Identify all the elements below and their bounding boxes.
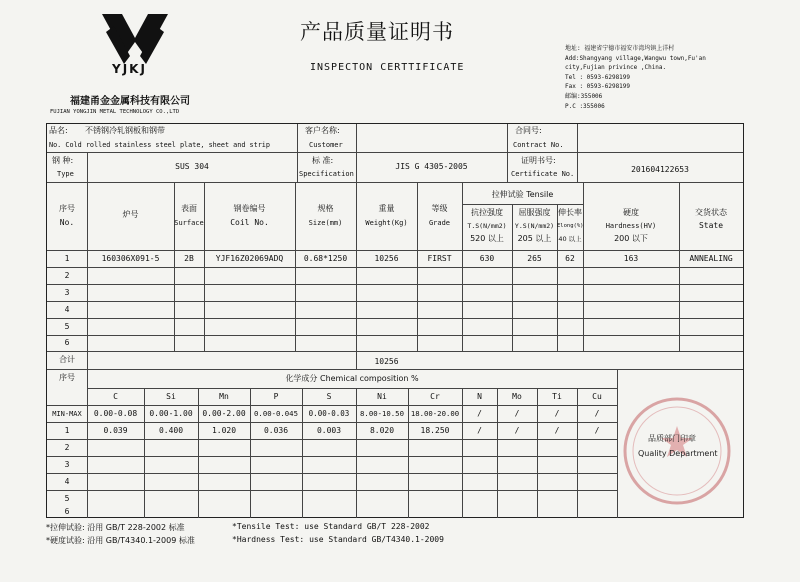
chem-el-n: N: [477, 392, 482, 401]
col-state-en: State: [698, 221, 724, 230]
minmax-ti: /: [554, 409, 560, 418]
row-size: 0.68*1250: [303, 254, 348, 263]
spec-value: JIS G 4305-2005: [395, 162, 468, 171]
minmax-c: 0.00-0.08: [93, 409, 138, 418]
address-line: 地址: 福建省宁德市福安市湾坞镇上洋村: [565, 45, 675, 52]
customer-label-en: Customer: [309, 141, 343, 149]
table-row: 5: [64, 322, 70, 331]
product-label: 品名:: [49, 126, 68, 135]
col-heat: 炉号: [122, 210, 139, 219]
col-ys-en: Y.S(N/mm2): [514, 222, 555, 230]
chem-el-mo: Mo: [512, 392, 522, 401]
address-line: Fax : 0593-6298199: [565, 83, 631, 91]
minmax-label: MIN-MAX: [52, 410, 82, 418]
product-name-en: No. Cold rolled stainless steel plate, sheet and strip: [49, 141, 270, 149]
col-grade-cn: 等级: [431, 204, 448, 213]
chem-el-c: C: [113, 392, 118, 401]
col-ys-cn: 屈服强度: [518, 208, 551, 217]
table-row: 2: [64, 443, 70, 452]
chem-el-cr: Cr: [430, 392, 440, 401]
type-label-cn: 钢 种:: [52, 156, 74, 165]
chem-row-no: 1: [64, 426, 70, 435]
address-line: Add:Shangyang village,Wangwu town,Fu'an: [565, 54, 706, 62]
company-address: [565, 44, 765, 111]
chem-el-ni: Ni: [377, 392, 387, 401]
footer-hardness-en: *Hardness Test: use Standard GB/T4340.1-2009: [232, 535, 444, 544]
company-name-en: FUJIAN YONGJIN METAL TECHNOLOGY CO.,LTD: [50, 109, 180, 115]
footer-hardness-cn: *硬度试验: 沿用 GB/T4340.1-2009 标准: [46, 536, 195, 545]
minmax-s: 0.00-0.03: [308, 409, 350, 418]
title-cn: 产品质量证明书: [300, 20, 454, 44]
row-ys: 265: [527, 254, 542, 263]
chem-el-mn: Mn: [219, 392, 229, 401]
col-ys-min: 205 以上: [517, 234, 552, 243]
product-name-cn: 不锈钢冷轧钢板和钢带: [85, 126, 165, 135]
chem-ni: 8.020: [369, 426, 395, 435]
chem-el-ti: Ti: [552, 392, 562, 401]
chem-ti: /: [554, 426, 560, 435]
col-ts-cn: 抗拉强度: [471, 208, 503, 217]
chem-el-s: S: [326, 392, 332, 401]
chem-el-cu: Cu: [592, 392, 602, 401]
chem-p: 0.036: [263, 426, 289, 435]
col-hardness-en: Hardness(HV): [605, 222, 657, 230]
col-seq-cn: 序号: [59, 204, 75, 213]
row-heat: 160306X091-5: [101, 254, 160, 263]
footer-tensile-en: *Tensile Test: use Standard GB/T 228-2002: [232, 522, 430, 531]
chem-el-p: P: [273, 392, 279, 401]
cert-value: 201604122653: [631, 165, 689, 174]
table-row: 6: [64, 507, 70, 516]
col-weight-en: Weight(Kg): [365, 219, 408, 227]
col-coil-en: Coil No.: [230, 218, 269, 227]
row-grade: FIRST: [427, 254, 452, 263]
minmax-si: 0.00-1.00: [149, 409, 193, 418]
title-en: INSPECTON CERTTIFICATE: [310, 62, 465, 73]
table-row: 3: [64, 288, 70, 297]
stamp-line-cn: 品质部门印章: [648, 434, 696, 443]
chem-s: 0.003: [316, 426, 342, 435]
col-ts-en: T.S(N/mm2): [467, 222, 507, 230]
col-coil-cn: 钢卷编号: [233, 204, 266, 213]
chem-cr: 18.250: [420, 426, 450, 435]
col-surface-en: Surface: [174, 219, 204, 227]
chem-c: 0.039: [103, 426, 128, 435]
col-size-en: Size(mm): [308, 219, 343, 227]
chem-mn: 1.020: [211, 426, 237, 435]
row-state: ANNEALING: [689, 254, 733, 263]
col-grade-en: Grade: [428, 219, 451, 227]
row-el: 62: [565, 254, 575, 263]
col-surface-cn: 表面: [181, 204, 197, 213]
table-row: 4: [64, 305, 70, 314]
contract-label-en: Contract No.: [513, 141, 564, 149]
col-el-min: 40 以上: [558, 235, 582, 243]
col-weight-cn: 重量: [378, 204, 395, 213]
spec-label-en: Specification: [299, 170, 354, 178]
col-state-cn: 交货状态: [695, 208, 727, 217]
chem-title: 化学成分 Chemical composition %: [285, 374, 419, 383]
total-weight: 10256: [374, 357, 399, 366]
minmax-mn: 0.00-2.00: [202, 409, 246, 418]
cert-label-en: Certificate No.: [511, 170, 575, 178]
chem-cu: /: [594, 426, 600, 435]
minmax-p: 0.00-0.045: [254, 409, 298, 418]
chem-seq-label: 序号: [59, 373, 75, 382]
chem-el-si: Si: [166, 392, 176, 401]
total-label: 合计: [59, 355, 75, 364]
minmax-ni: 8.00-10.50: [360, 409, 404, 418]
chem-mo: /: [514, 426, 520, 435]
table-row: 4: [64, 477, 70, 486]
type-label-en: Type: [57, 170, 74, 178]
table-row: 6: [64, 338, 70, 347]
contract-label-cn: 合同号:: [515, 126, 542, 135]
customer-label-cn: 客户名称:: [305, 126, 340, 135]
company-name-cn: 福建甬金金属科技有限公司: [70, 96, 190, 107]
col-el-cn: 伸长率: [558, 208, 582, 217]
row-hv: 163: [623, 254, 639, 263]
footer-tensile-cn: *拉伸试验: 沿用 GB/T 228-2002 标准: [46, 523, 185, 532]
col-size-cn: 规格: [317, 204, 334, 213]
address-line: 邮编:355006: [565, 92, 603, 100]
chem-n: /: [477, 426, 482, 435]
minmax-cr: 18.00-20.00: [410, 409, 460, 418]
col-tensile-group: 拉伸试验 Tensile: [491, 190, 554, 199]
row-surface: 2B: [184, 254, 194, 263]
col-seq-en: No.: [59, 218, 75, 227]
row-no: 1: [64, 254, 70, 263]
table-row: 2: [64, 271, 70, 280]
col-ts-min: 520 以上: [470, 234, 504, 243]
col-hardness-max: 200 以下: [614, 234, 648, 243]
row-coil: YJF16Z02069ADQ: [215, 254, 284, 263]
row-ts: 630: [479, 254, 495, 263]
logo-text: YJKJ: [112, 62, 147, 76]
row-weight: 10256: [374, 254, 399, 263]
table-row: 5: [64, 494, 70, 503]
address-line: P.C :355006: [565, 102, 605, 110]
chem-si: 0.400: [158, 426, 184, 435]
minmax-mo: /: [514, 409, 520, 418]
address-line: city,Fujian privince ,China.: [565, 64, 667, 72]
col-el-en: Elong(%): [557, 223, 584, 229]
minmax-n: /: [477, 409, 482, 418]
cert-label-cn: 证明书号:: [521, 156, 556, 165]
type-value: SUS 304: [175, 162, 209, 171]
col-hardness-cn: 硬度: [623, 208, 639, 217]
table-row: 3: [64, 460, 70, 469]
address-line: Tel : 0593-6298199: [565, 73, 631, 81]
stamp-line-en: Quality Department: [638, 449, 718, 458]
minmax-cu: /: [594, 409, 600, 418]
spec-label-cn: 标 准:: [312, 156, 334, 165]
